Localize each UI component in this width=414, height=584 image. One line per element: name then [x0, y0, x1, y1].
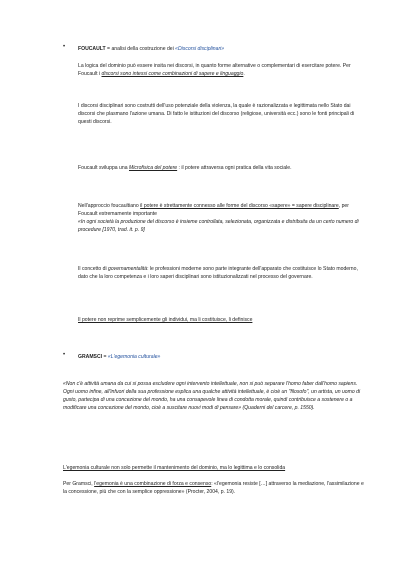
foucault-paragraph-2: I discorsi disciplinari sono costrutti dell'uso potenziale della violenza, la quale è razionalizzata e legittimata nello Stato dai discorsi che plasmano l'azione umana. Di fatto le istituzioni del discorso (religiose, università ecc.) sono le fonti principali di questi discorsi.: [78, 103, 355, 126]
foucault-paragraph-1: La logica del dominio può essere insita nei discorsi, in quanto forme alternative o complementari di esercitare potere. Per Foucault i discorsi sono intessi come combinazioni di sapere e linguaggio.: [78, 63, 351, 78]
heading-author: GRAMSCI: [78, 354, 103, 360]
heading-separator: = analisi della costruzione dei: [105, 46, 176, 52]
foucault-paragraph-3: Foucault sviluppa una Microfisica del potere : il potere attraversa ogni pratica della vita sociale.: [78, 165, 292, 171]
foucault-paragraph-5: Il concetto di governamentalità: le professioni moderne sono parte integrante dell'apparato che costituisce lo Stato moderno, dato che la loro competenza e i loro saperi disciplinari sono istituzionalizzati nel processo del governare.: [78, 266, 358, 281]
foucault-paragraph-6: Il potere non reprime semplicemente gli individui, ma li costituisce, li definisce: [78, 317, 253, 323]
heading-topic: «L'egemonia culturale»: [107, 354, 161, 360]
section-heading-foucault: [78, 45, 368, 53]
heading-separator: =: [102, 354, 108, 360]
foucault-paragraph-4: Nell'approccio foucaultiano il potere è strettamente connesso alle forme del discorso «sapere» = sapere disciplinare, per Foucault estremamente importante «In ogni società la produzione del discorso è insieme controllata, selezionata, organizzata e distribuita da un certo numero di procedure [1970, trad. it. p. 9]: [78, 203, 359, 234]
gramsci-paragraph: Per Gramsci, l'egemonia è una combinazione di forza e consenso: «l'egemonia resiste […] attraverso la mediazione, l'assimilazione e la concessione, più che con la semplice oppressione» (Procter, 2004, p. 19).: [63, 481, 364, 496]
bullet-icon: •: [63, 352, 66, 358]
gramsci-quote: «Non c'è attività umana da cui si possa escludere ogni intervento intellettuale, non si può separare l'homo faber dall'homo sapiens. Ogni uomo infine, all'infuori della sua professione esplica una qualche attività intellettuale, è cioè un "filosofo", un artista, un uomo di gusto, partecipa di una concezione del mondo, ha una consapevole linea di condotta morale, quindi contribuisce a sostenere o a modificare una concezione del mondo, cioè a suscitare nuovi modi di pensare» (Quaderni del carcere, p. 1550).: [63, 381, 361, 412]
heading-topic: «Discorsi disciplinari»: [175, 46, 225, 52]
bullet-icon: •: [63, 44, 66, 50]
gramsci-heading: L'egemonia culturale non solo permette il mantenimento del dominio, ma lo legittima e lo consolida: [63, 465, 286, 471]
heading-author: FOUCAULT: [78, 46, 106, 52]
section-heading-gramsci: [78, 353, 368, 361]
